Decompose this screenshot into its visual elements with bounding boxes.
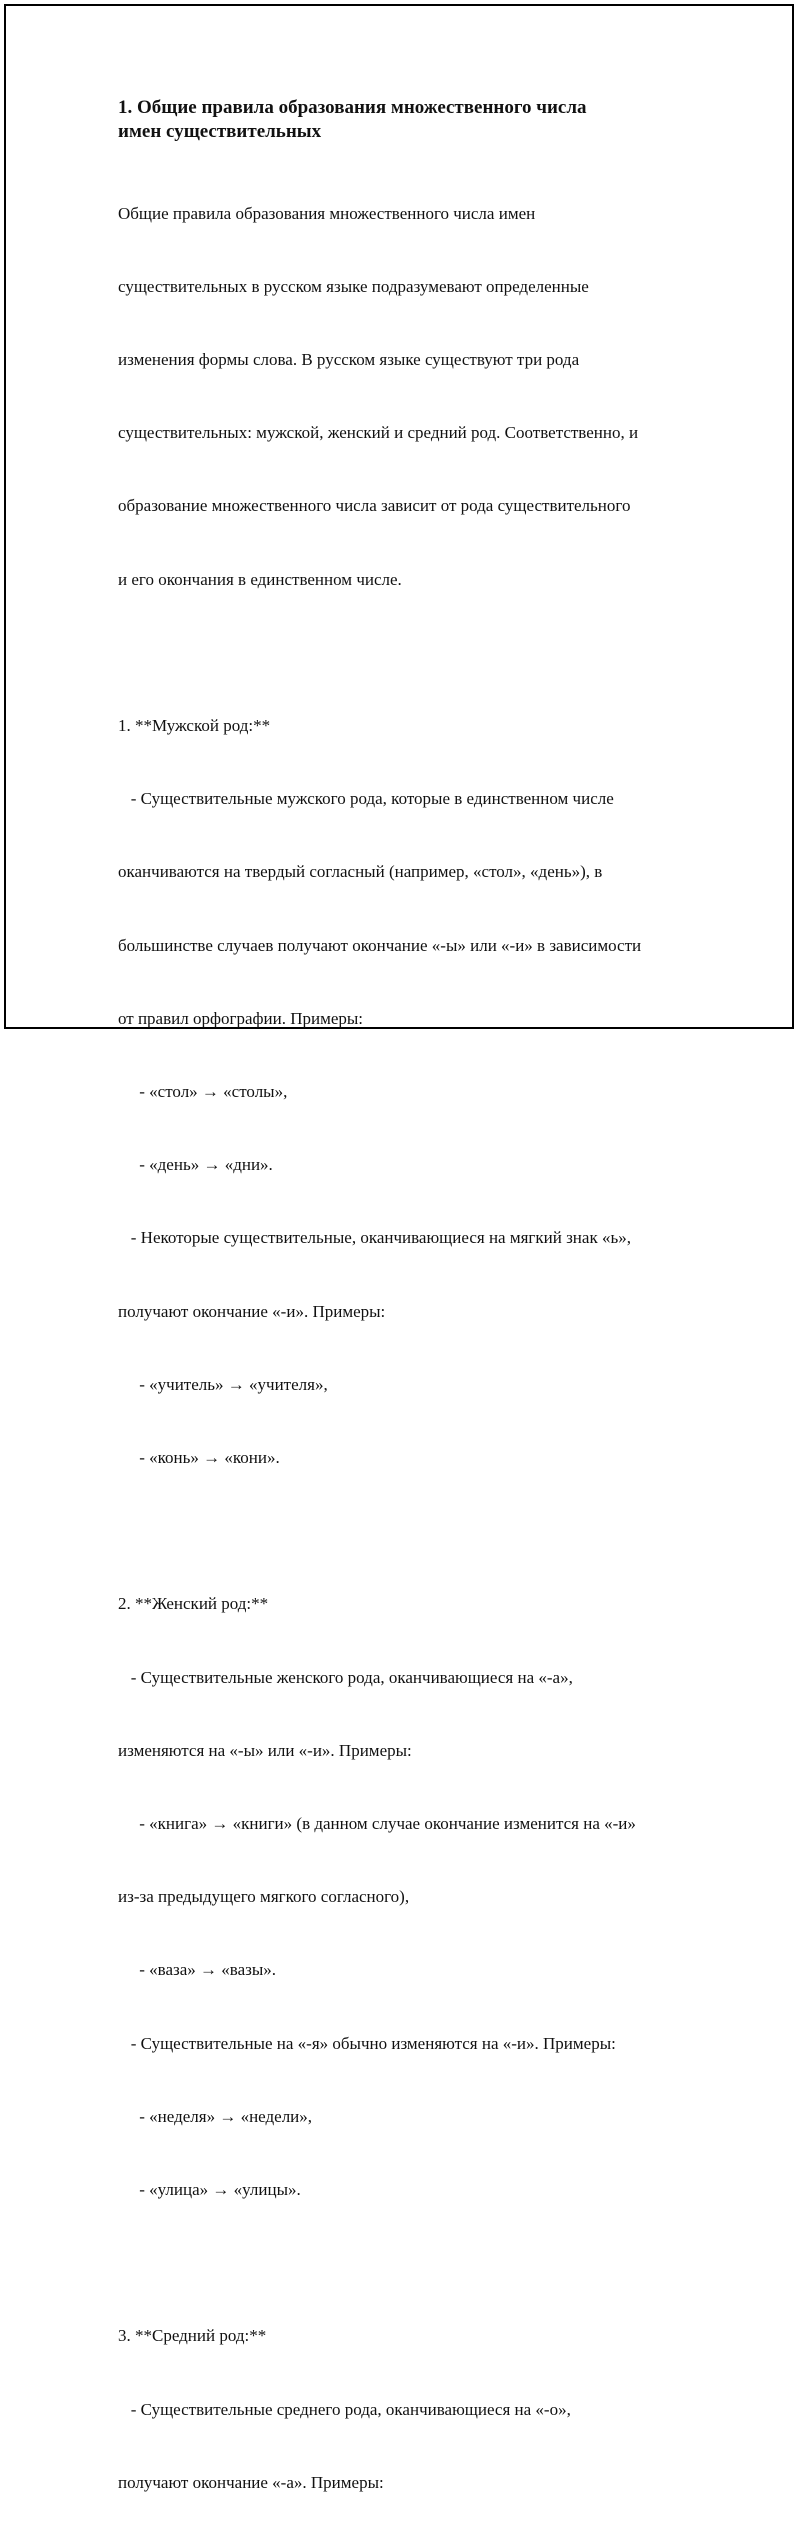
text-line: - Существительные на «-я» обычно изменяются на «-и». Примеры: bbox=[118, 2033, 616, 2053]
heading-line: 1. Общие правила образования множественного числа bbox=[118, 97, 587, 118]
text-line: Общие правила образования множественного числа имен bbox=[118, 203, 536, 223]
intro-paragraph bbox=[118, 153, 708, 641]
text-line: - «стол» → «столы», bbox=[118, 1082, 288, 1102]
text-line: - «улица» → «улицы». bbox=[118, 2180, 301, 2200]
text-line: изменения формы слова. В русском языке существуют три рода bbox=[118, 350, 580, 369]
paragraph-spacer bbox=[118, 1519, 708, 1543]
text-line: изменяются на «-ы» или «-и». Примеры: bbox=[118, 1740, 412, 1760]
text-line: - «учитель» → «учителя», bbox=[118, 1374, 328, 1394]
text-line: - «неделя» → «недели», bbox=[118, 2106, 313, 2126]
feminine-section bbox=[118, 1544, 708, 2252]
text-line: от правил орфографии. Примеры: bbox=[118, 1008, 364, 1028]
text-line: - Существительные мужского рода, которые в единственном числе bbox=[118, 789, 614, 809]
text-line: - Некоторые существительные, оканчивающиеся на мягкий знак «ь», bbox=[118, 1228, 631, 1248]
text-line: существительных: мужской, женский и средний род. Соответственно, и bbox=[118, 423, 639, 443]
text-line: 1. **Мужской род:** bbox=[118, 716, 271, 736]
text-line: 3. **Средний род:** bbox=[118, 2326, 267, 2346]
text-line: - «ваза» → «вазы». bbox=[118, 1960, 277, 1980]
paragraph-spacer bbox=[118, 641, 708, 665]
text-line: - Существительные среднего рода, оканчивающиеся на «-о», bbox=[118, 2399, 571, 2419]
neuter-section bbox=[118, 2276, 708, 2544]
document-content bbox=[118, 94, 708, 2544]
masculine-section bbox=[118, 665, 708, 1519]
heading-line: имен существительных bbox=[118, 121, 322, 143]
text-line: оканчиваются на твердый согласный (например, «стол», «день»), в bbox=[118, 862, 603, 882]
text-line: и его окончания в единственном числе. bbox=[118, 569, 402, 589]
text-line: - Существительные женского рода, оканчивающиеся на «-а», bbox=[118, 1667, 573, 1687]
text-line: большинстве случаев получают окончание «-ы» или «-и» в зависимости bbox=[118, 935, 642, 955]
text-line: - «день» → «дни». bbox=[118, 1155, 273, 1175]
text-line: - «книга» → «книги» (в данном случае окончание изменится на «-и» bbox=[118, 1814, 636, 1834]
paragraph-spacer bbox=[118, 2251, 708, 2275]
text-line: - «конь» → «кони». bbox=[118, 1448, 280, 1468]
text-line: образование множественного числа зависит от рода существительного bbox=[118, 496, 631, 516]
text-line: существительных в русском языке подразумевают определенные bbox=[118, 276, 589, 296]
text-line: получают окончание «-и». Примеры: bbox=[118, 1301, 386, 1321]
text-line: 2. **Женский род:** bbox=[118, 1594, 269, 1614]
text-line: получают окончание «-а». Примеры: bbox=[118, 2472, 384, 2492]
text-line: из-за предыдущего мягкого согласного), bbox=[118, 1887, 410, 1907]
section-heading bbox=[118, 94, 708, 143]
